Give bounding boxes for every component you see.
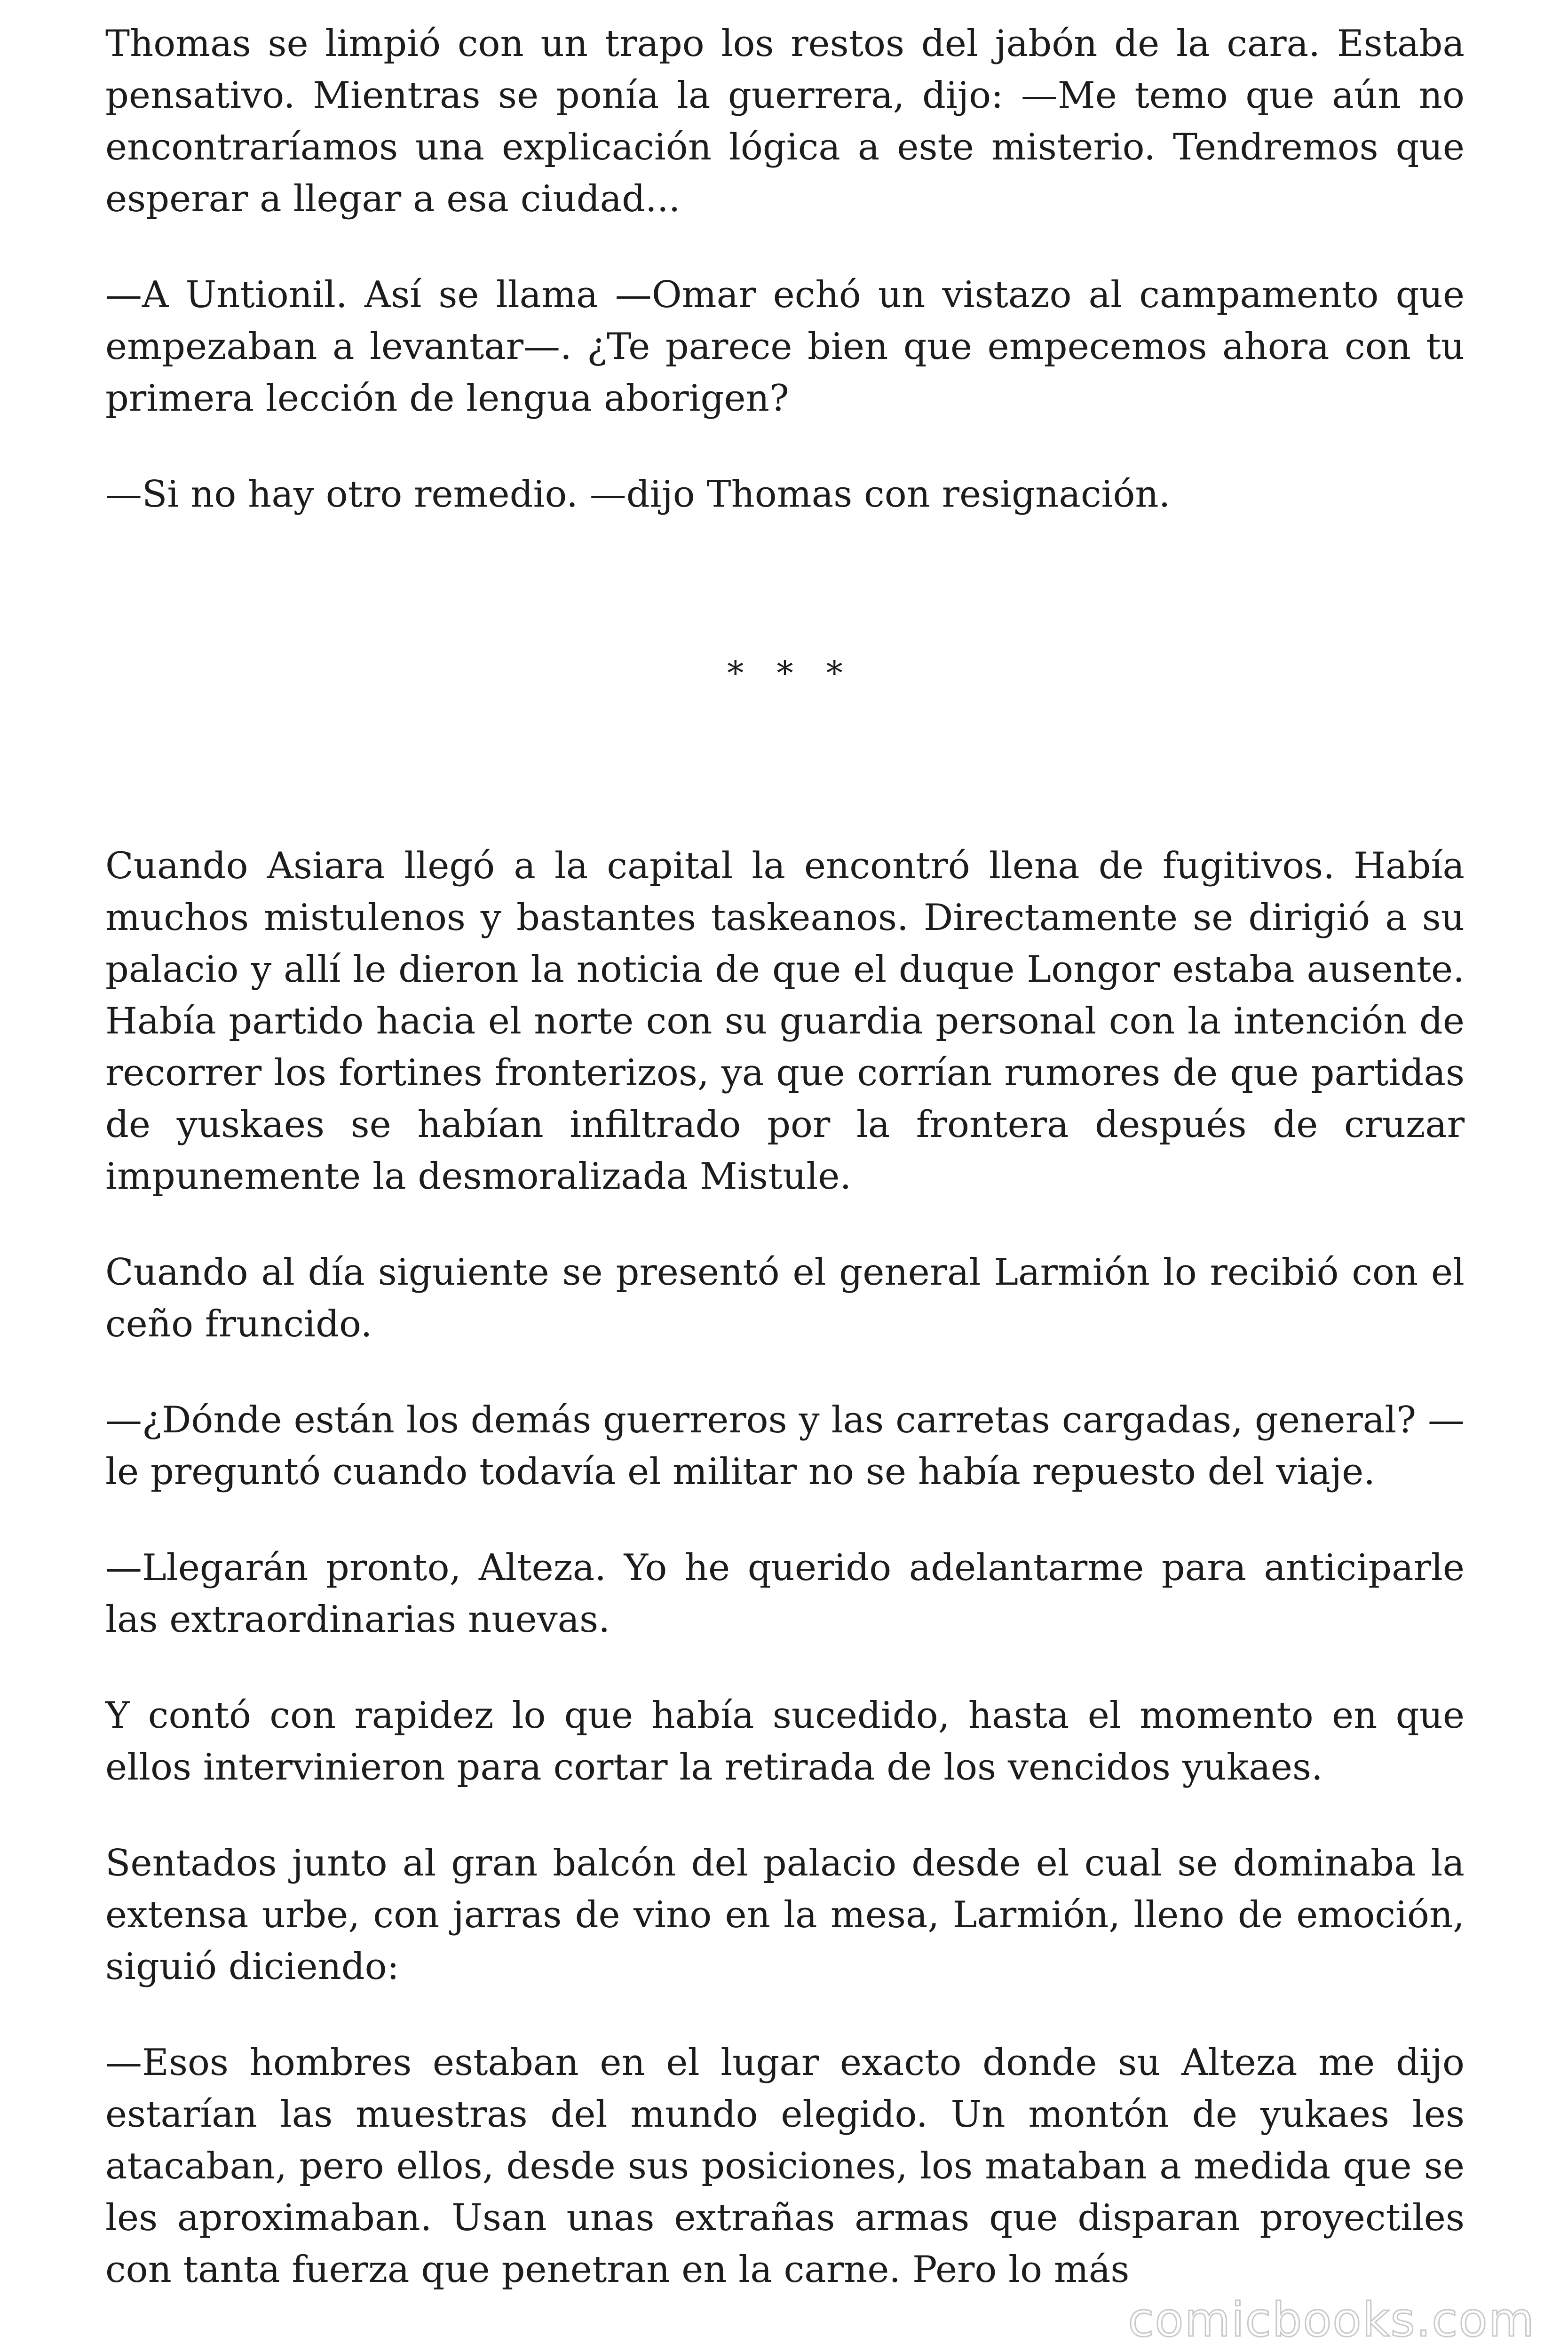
- section-separator: * * *: [727, 654, 854, 692]
- paragraph: Thomas se limpió con un trapo los restos del jabón de la cara. Estaba pensativo. Mientras se ponía la guerrera, dijo: —Me temo que aún no encontraríamos una explicación lógica a este misterio. Tendremos que esperar a llegar a esa ciudad...: [105, 23, 1465, 220]
- paragraph: Sentados junto al gran balcón del palacio desde el cual se dominaba la extensa urbe, con jarras de vino en la mesa, Larmión, lleno de emoción, siguió diciendo:: [105, 1842, 1465, 1988]
- paragraph: —Esos hombres estaban en el lugar exacto donde su Alteza me dijo estarían las muestras del mundo elegido. Un montón de yukaes les atacaban, pero ellos, desde sus posiciones, los mataban a medida que se les aproximaban. Usan unas extrañas armas que disparan proyectiles con tanta fuerza que penetran en la carne. Pero lo más: [105, 2042, 1465, 2291]
- paragraph: Y contó con rapidez lo que había sucedido, hasta el momento en que ellos intervinieron para cortar la retirada de los vencidos yukaes.: [105, 1694, 1465, 1788]
- paragraph: —Si no hay otro remedio. —dijo Thomas con resignación.: [105, 473, 1171, 516]
- watermark: comicbooks.com: [1128, 2292, 1535, 2347]
- paragraph: —Llegarán pronto, Alteza. Yo he querido adelantarme para anticiparle las extraordinarias nuevas.: [105, 1547, 1465, 1641]
- page-text: [105, 18, 1465, 2296]
- paragraph: Cuando Asiara llegó a la capital la encontró llena de fugitivos. Había muchos mistulenos y bastantes taskeanos. Directamente se dirigió a su palacio y allí le dieron la noticia de que el duque Longor estaba ausente. Había partido hacia el norte con su guardia personal con la intención de recorrer los fortines fronterizos, ya que corrían rumores de que partidas de yuskaes se habían infiltrado por la frontera después de cruzar impunemente la desmoralizada Mistule.: [105, 845, 1465, 1198]
- paragraph: —A Untionil. Así se llama —Omar echó un vistazo al campamento que empezaban a levantar—. ¿Te parece bien que empecemos ahora con tu primera lección de lengua aborigen?: [105, 274, 1465, 420]
- paragraph: Cuando al día siguiente se presentó el general Larmión lo recibió con el ceño fruncido.: [105, 1251, 1465, 1345]
- paragraph: —¿Dónde están los demás guerreros y las carretas cargadas, general? —le preguntó cuando todavía el militar no se había repuesto del viaje.: [105, 1399, 1465, 1493]
